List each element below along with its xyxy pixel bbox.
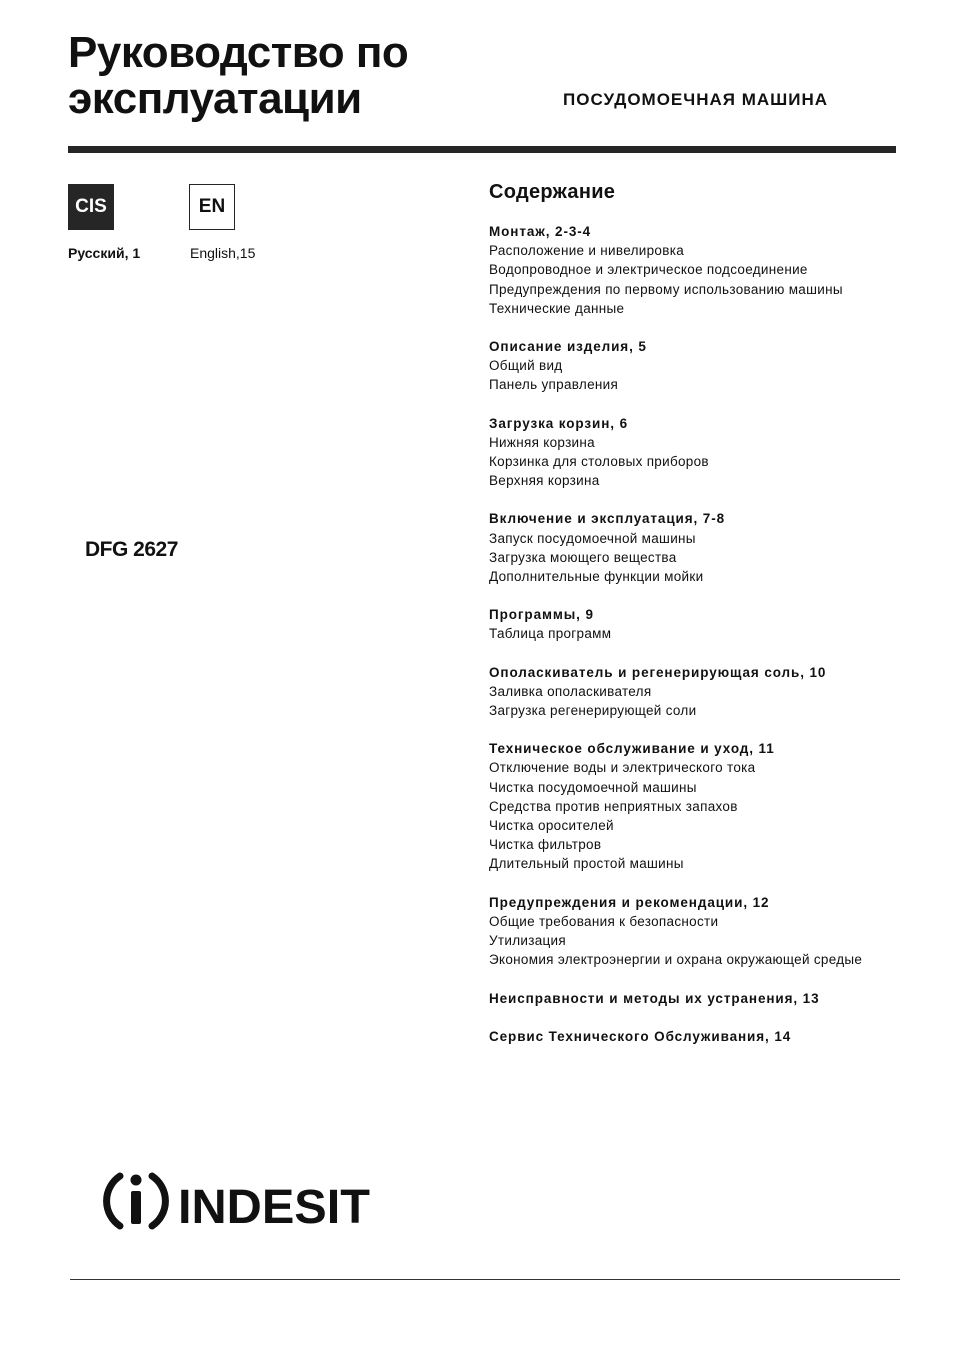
- toc-sections: [489, 222, 909, 1046]
- toc-item: Чистка оросителей: [489, 818, 614, 834]
- toc-section-heading: Техническое обслуживание и уход, 11: [489, 741, 775, 757]
- toc-section-heading: Монтаж, 2-3-4: [489, 224, 592, 239]
- page-title: [68, 30, 408, 122]
- table-of-contents: [489, 179, 909, 1065]
- footer-divider: [70, 1279, 900, 1280]
- toc-section: [489, 893, 909, 970]
- product-type: ПОСУДОМОЕЧНАЯ МАШИНА: [563, 90, 828, 109]
- language-label-english: English,15: [190, 245, 256, 261]
- toc-item: Таблица программ: [489, 626, 612, 642]
- toc-item: Верхняя корзина: [489, 473, 600, 489]
- toc-section-heading: Предупреждения и рекомендации, 12: [489, 894, 770, 910]
- language-badge-cis: CIS: [68, 184, 114, 230]
- toc-item: Заливка ополаскивателя: [489, 683, 652, 699]
- toc-section-heading: Описание изделия, 5: [489, 339, 647, 355]
- toc-item: Дополнительные функции мойки: [489, 569, 704, 585]
- title-line-2: эксплуатации: [68, 74, 362, 123]
- toc-item: Технические данные: [489, 300, 625, 316]
- toc-section: [489, 509, 909, 586]
- toc-item: Нижняя корзина: [489, 434, 595, 450]
- toc-item: Панель управления: [489, 377, 619, 393]
- brand-wordmark: INDESIT: [178, 1181, 370, 1234]
- model-number: DFG 2627: [85, 538, 178, 561]
- toc-item: Загрузка моющего вещества: [489, 549, 677, 565]
- toc-item: Длительный простой машины: [489, 856, 684, 872]
- toc-item: Загрузка регенерирующей соли: [489, 703, 697, 719]
- toc-item: Корзинка для столовых приборов: [489, 454, 709, 470]
- toc-section: [489, 337, 909, 395]
- toc-section: [489, 1027, 909, 1046]
- language-label-russian: Русский, 1: [68, 245, 141, 261]
- toc-item: Общий вид: [489, 358, 563, 374]
- toc-section-heading: Неисправности и методы их устранения, 13: [489, 990, 820, 1006]
- toc-item: Запуск посудомоечной машины: [489, 530, 696, 546]
- toc-item: Расположение и нивелировка: [489, 243, 685, 259]
- toc-section: [489, 605, 909, 643]
- header-divider: [68, 146, 896, 153]
- toc-section-heading: Сервис Технического Обслуживания, 14: [489, 1028, 792, 1044]
- toc-item: Чистка фильтров: [489, 837, 602, 853]
- toc-item: Чистка посудомоечной машины: [489, 779, 697, 795]
- toc-section: [489, 222, 909, 318]
- toc-section: [489, 663, 909, 721]
- toc-section-heading: Ополаскиватель и регенерирующая соль, 10: [489, 664, 827, 680]
- toc-section-heading: Загрузка корзин, 6: [489, 415, 628, 431]
- toc-section-heading: Программы, 9: [489, 607, 594, 623]
- toc-title: Содержание: [489, 181, 616, 203]
- toc-item: Отключение воды и электрического тока: [489, 760, 756, 776]
- toc-section: [489, 989, 909, 1008]
- toc-section-heading: Включение и эксплуатация, 7-8: [489, 511, 726, 527]
- toc-item: Утилизация: [489, 933, 566, 949]
- toc-item: Общие требования к безопасности: [489, 913, 719, 929]
- language-badge-en: EN: [189, 184, 235, 230]
- toc-section: [489, 414, 909, 491]
- toc-section: [489, 739, 909, 873]
- indesit-logo-icon: [100, 1168, 375, 1234]
- toc-item: Водопроводное и электрическое подсоединение: [489, 262, 808, 278]
- toc-item: Средства против неприятных запахов: [489, 798, 738, 814]
- toc-item: Предупреждения по первому использованию машины: [489, 281, 843, 297]
- title-line-1: Руководство по: [68, 28, 409, 77]
- toc-item: Экономия электроэнергии и охрана окружающей средые: [489, 952, 863, 968]
